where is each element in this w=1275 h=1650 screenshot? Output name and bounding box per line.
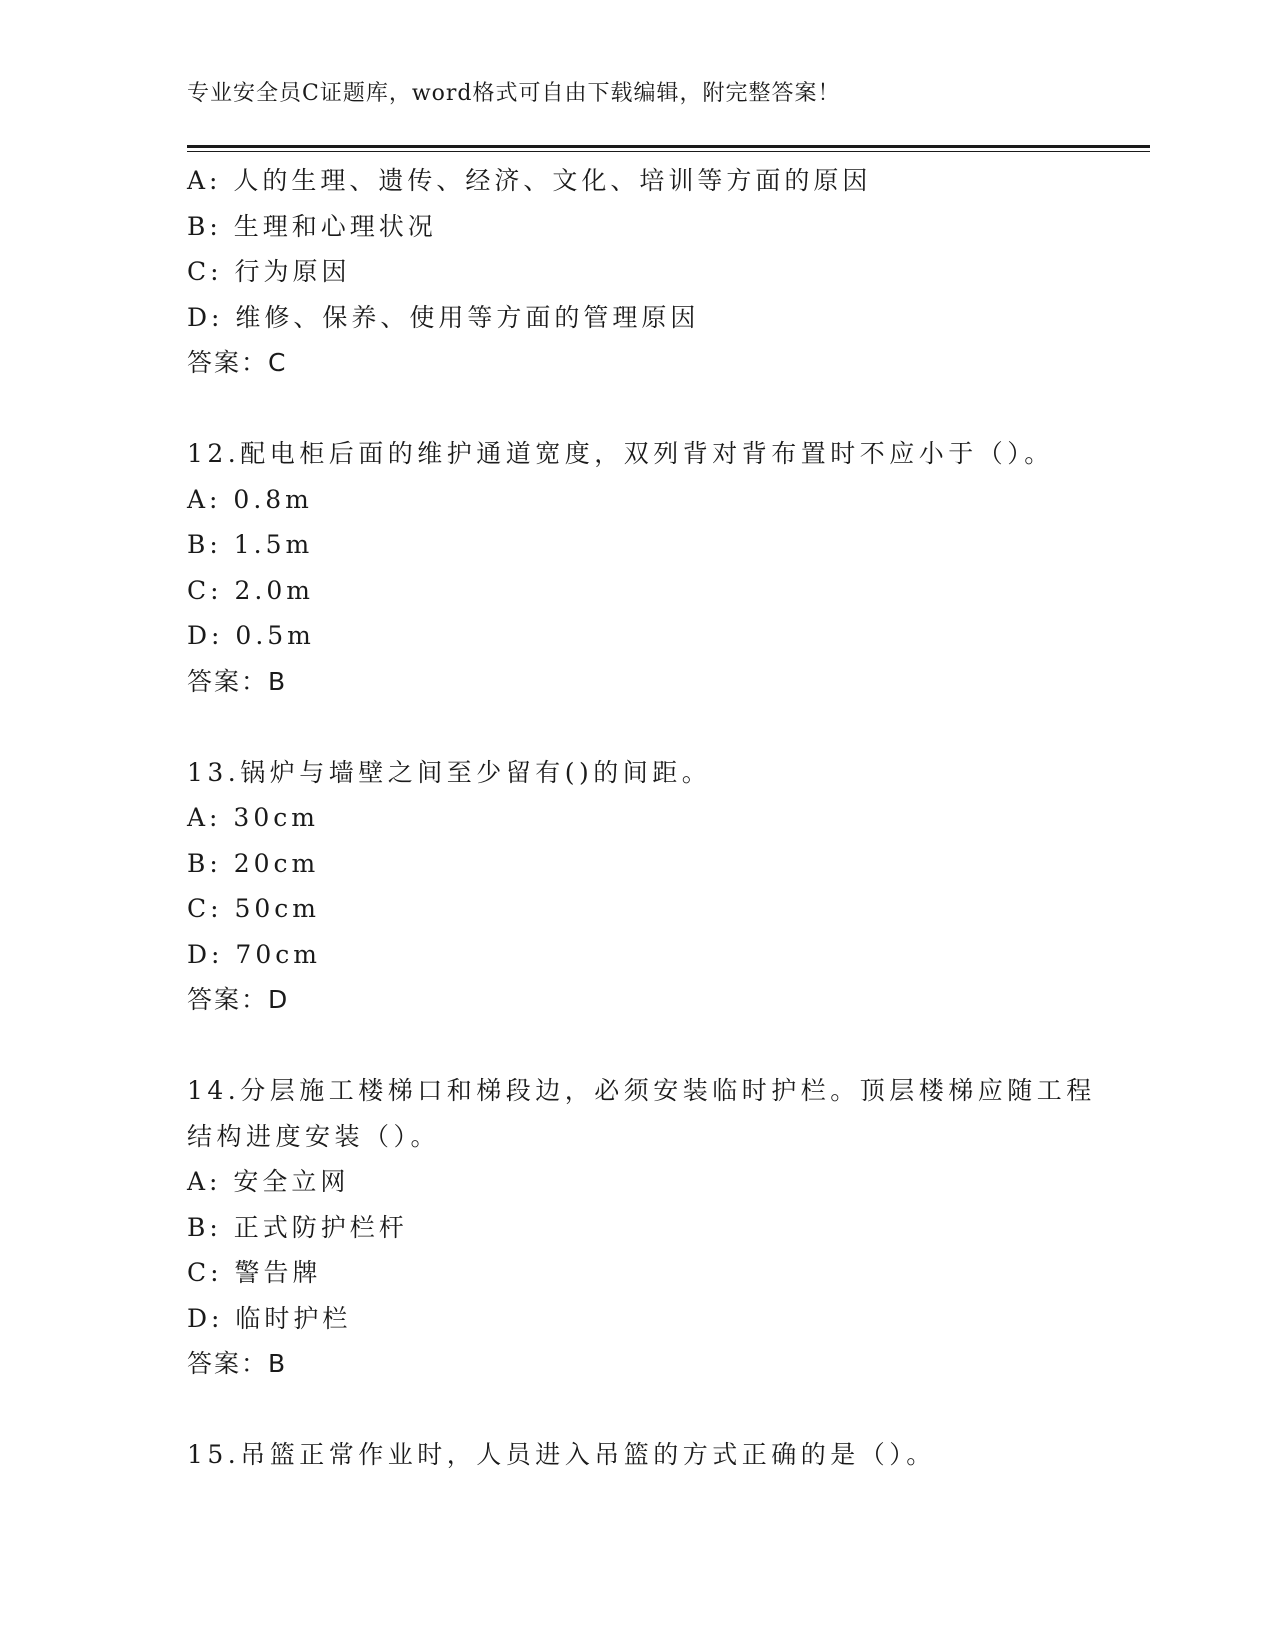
spacer: [187, 704, 1087, 750]
option-b: B: 正式防护栏杆: [187, 1212, 408, 1242]
question-text: 13.锅炉与墙壁之间至少留有()的间距。: [187, 757, 712, 787]
option-b: B: 生理和心理状况: [187, 211, 437, 241]
question-text: 12.配电柜后面的维护通道宽度，双列背对背布置时不应小于（）。: [187, 439, 1054, 468]
question-block: [187, 1068, 1096, 1387]
question-block: [187, 158, 1087, 386]
option-a: A: 0.8m: [187, 484, 313, 514]
option-d: D: 维修、保养、使用等方面的管理原因: [187, 302, 700, 332]
answer-line: 答案：B: [187, 666, 288, 696]
header-rule-thick: [187, 145, 1150, 148]
option-b: B: 1.5m: [187, 530, 314, 559]
option-a: A: 安全立网: [187, 1167, 350, 1196]
question-text: 14.分层施工楼梯口和梯段边，必须安装临时护栏。顶层楼梯应随工程: [187, 1076, 1096, 1105]
question-list: [187, 158, 1096, 1478]
answer-line: 答案：C: [187, 348, 288, 377]
option-c: C: 2.0m: [187, 575, 314, 605]
question-text: 15.吊篮正常作业时，人员进入吊篮的方式正确的是（）。: [187, 1440, 936, 1469]
question-text-continued: 结构进度安装（）。: [187, 1121, 441, 1151]
question-block: [187, 1432, 1087, 1478]
option-c: C: 50cm: [187, 894, 321, 923]
page-header: 专业安全员C证题库，word格式可自由下载编辑，附完整答案！: [187, 81, 841, 106]
option-c: C: 警告牌: [187, 1258, 322, 1287]
option-d: D: 70cm: [187, 939, 321, 969]
spacer: [187, 1387, 1087, 1433]
option-a: A: 30cm: [187, 803, 319, 832]
option-d: D: 0.5m: [187, 621, 315, 650]
option-b: B: 20cm: [187, 848, 320, 878]
option-d: D: 临时护栏: [187, 1303, 352, 1333]
option-c: C: 行为原因: [187, 257, 351, 286]
option-a: A: 人的生理、遗传、经济、文化、培训等方面的原因: [187, 166, 872, 195]
spacer: [187, 386, 1087, 432]
answer-line: 答案：D: [187, 985, 290, 1014]
header-rule-thin: [187, 151, 1150, 152]
question-block: [187, 750, 1087, 1023]
spacer: [187, 1023, 1087, 1069]
question-block: [187, 431, 1087, 704]
answer-line: 答案：B: [187, 1349, 288, 1378]
